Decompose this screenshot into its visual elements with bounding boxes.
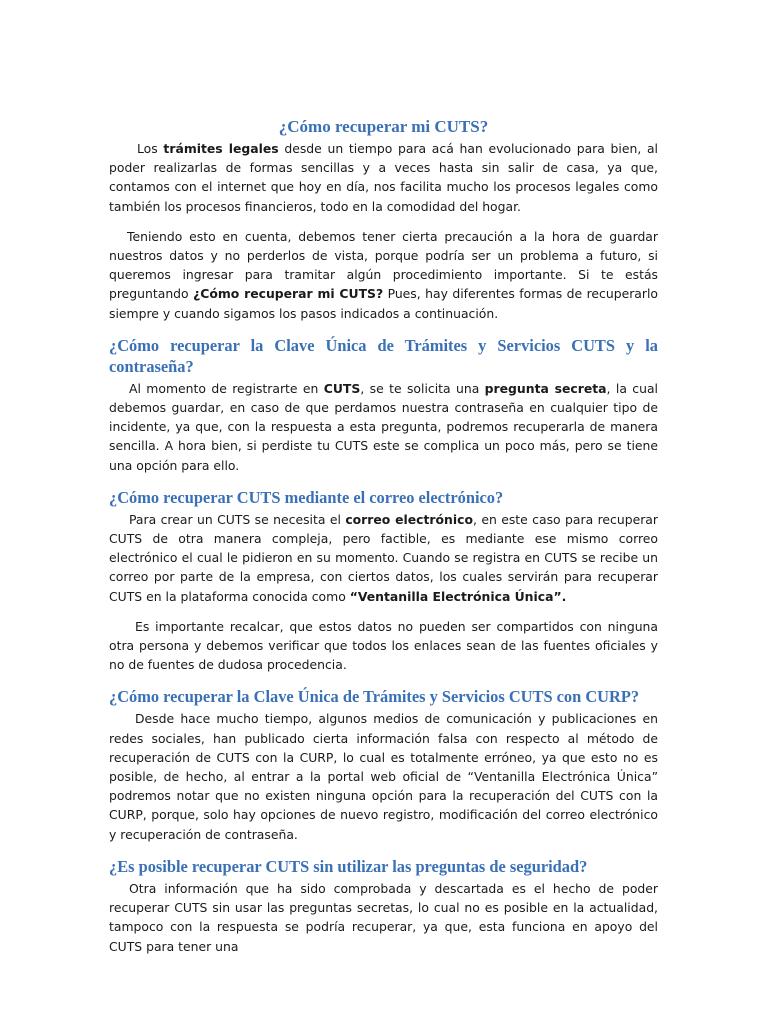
section-paragraph-correo-2: Es importante recalcar, que estos datos no pueden ser compartidos con ninguna otra persona y debemos verificar que todos los enlaces sean de las fuentes oficiales y no de fuentes de dudosa procedencia. <box>109 618 658 673</box>
intro-paragraph-1: Los trámites legales desde un tiempo para acá han evolucionado para bien, al poder realizarlas de formas sencillas y a veces hasta sin salir de casa, ya que, contamos con el internet que hoy en día, nos facilita mucho los procesos legales como también los procesos financieros, todo en la comodidad del hogar. <box>109 141 658 214</box>
section-heading-clave-unica: ¿Cómo recuperar la Clave Única de Trámites y Servicios CUTS y la contraseña? <box>109 335 658 376</box>
section-paragraph-preguntas-seguridad: Otra información que ha sido comprobada y descartada es el hecho de poder recuperar CUTS sin usar las preguntas secretas, lo cual no es posible en la actualidad, tampoco con la respuesta se podría recuperar, ya que, esta funciona en apoyo del CUTS para tener una <box>109 880 658 954</box>
document-title: ¿Cómo recuperar mi CUTS? <box>278 117 489 136</box>
section-paragraph-clave-unica: Al momento de registrarte en CUTS, se te solicita una pregunta secreta, la cual debemos guardar, en caso de que perdamos nuestra contraseña en cualquier tipo de incidente, ya que, con la respuesta a esta pregunta, podremos recuperarla de manera sencilla. A hora bien, si perdiste tu CUTS este se complica un poco más, pero se tiene una opción para ello. <box>109 380 658 473</box>
intro-paragraph-2: Teniendo esto en cuenta, debemos tener cierta precaución a la hora de guardar nuestros datos y no perderlos de vista, porque podría ser un problema a futuro, si queremos ingresar para tramitar algún procedimiento importante. Si te estás preguntando ¿Cómo recuperar mi CUTS? Pues, hay diferentes formas de recuperarlo siempre y cuando sigamos los pasos indicados a continuación. <box>109 228 658 321</box>
section-paragraph-curp: Desde hace mucho tiempo, algunos medios de comunicación y publicaciones en redes sociales, han publicado cierta información falsa con respecto al método de recuperación de CUTS con la CURP, lo cual es totalmente erróneo, ya que esto no es posible, de hecho, al entrar a la portal web oficial de “Ventanilla Electrónica Única” podremos notar que no existen ninguna opción para la recuperación del CUTS con la CURP, porque, solo hay opciones de nuevo registro, modificación del correo electrónico y recuperación de contraseña. <box>109 711 658 842</box>
document-page <box>109 116 658 956</box>
section-heading-preguntas-seguridad: ¿Es posible recuperar CUTS sin utilizar las preguntas de seguridad? <box>109 856 588 876</box>
section-heading-curp: ¿Cómo recuperar la Clave Única de Trámites y Servicios CUTS con CURP? <box>109 687 640 707</box>
section-heading-correo: ¿Cómo recuperar CUTS mediante el correo electrónico? <box>109 487 504 507</box>
section-paragraph-correo-1: Para crear un CUTS se necesita el correo electrónico, en este caso para recuperar CUTS de otra manera compleja, pero factible, es mediante ese mismo correo electrónico el cual le pidieron en su momento. Cuando se registra en CUTS se recibe un correo por parte de la empresa, con ciertos datos, los cuales servirán para recuperar CUTS en la plataforma conocida como “Ventanilla Electrónica Única”. <box>109 511 658 604</box>
